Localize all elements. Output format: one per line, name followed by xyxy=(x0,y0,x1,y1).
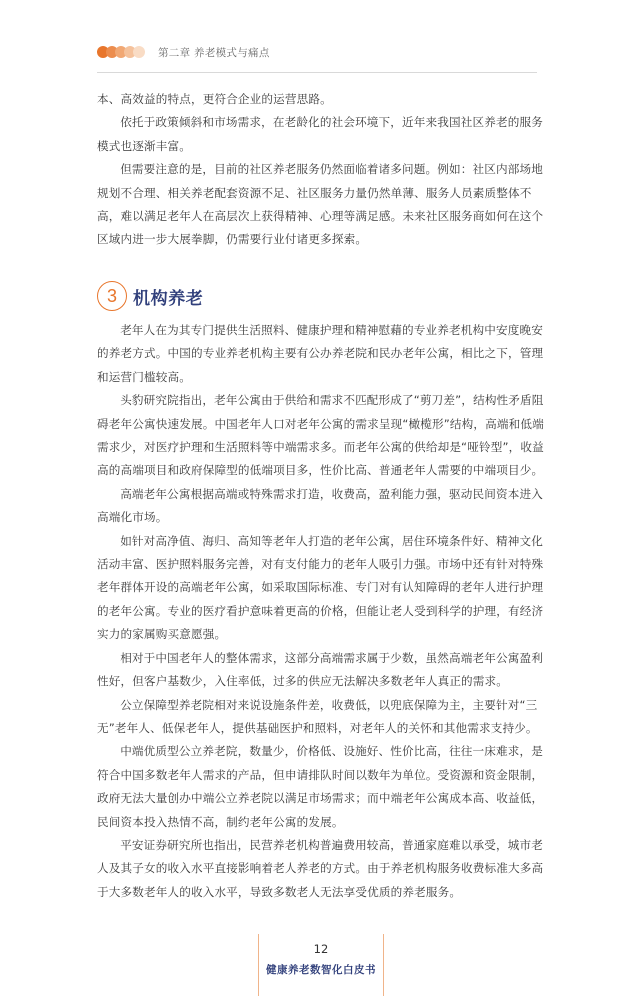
page-header xyxy=(97,44,270,60)
paragraph: 相对于中国老年人的整体需求，这部分高端需求属于少数，虽然高端老年公寓盈利性好，但客户基数少，入住率低，过多的供应无法解决多数老年人真正的需求。 xyxy=(97,650,543,689)
section-heading xyxy=(97,280,203,312)
paragraph: 中端优质型公立养老院，数量少，价格低、设施好、性价比高，往往一床难求，是符合中国多数老年人需求的产品，但申请排队时间以数年为单位。受资源和资金限制，政府无法大量创办中端公立养老院以满足市场需求；而中端老年公寓成本高、收益低，民间资本投入热情不高，制约老年公寓的发展。 xyxy=(97,744,544,829)
page-number: 12 xyxy=(313,942,329,956)
section-title: 机构养老 xyxy=(133,288,204,309)
paragraph: 老年人在为其专门提供生活照料、健康护理和精神慰藉的专业养老机构中安度晚安的养老方式。中国的专业养老机构主要有公办养老院和民办老年公寓，相比之下，管理和运营门槛较高。 xyxy=(97,323,544,384)
paragraph: 依托于政策倾斜和市场需求，在老龄化的社会环境下，近年来我国社区养老的服务模式也逐渐丰富。 xyxy=(97,115,543,153)
paragraph: 平安证券研究所也指出，民营养老机构普遍费用较高，普通家庭难以承受，城市老人及其子女的收入水平直接影响着老人养老的方式。由于养老机构服务收费标准大多高于大多数老年人的收入水平，导致多数老人无法享受优质的养老服务。 xyxy=(97,837,544,899)
page-footer xyxy=(258,934,384,996)
book-title: 健康养老数智化白皮书 xyxy=(266,964,376,976)
paragraph: 但需要注意的是，目前的社区养老服务仍然面临着诸多问题。例如：社区内部场地规划不合理、相关养老配套资源不足、社区服务力量仍然单薄、服务人员素质整体不高，难以满足老年人在高层次上获得精神、心理等满足感。未来社区服务商如何在这个区域内进一步大展拳脚，仍需要行业付诸更多探索。 xyxy=(97,162,544,247)
header-divider xyxy=(97,72,537,73)
header-dots-decoration xyxy=(97,46,142,58)
chapter-title: 第二章 养老模式与痛点 xyxy=(158,46,270,59)
intro-text-block xyxy=(97,88,547,252)
paragraph: 头豹研究院指出，老年公寓由于供给和需求不匹配形成了“剪刀差”，结构性矛盾阻碍老年公寓快速发展。中国老年人口对老年公寓的需求呈现“橄榄形”结构，高端和低端需求少，对医疗护理和生活照料等中端需求多。而老年公寓的供给却是“哑铃型”，收益高的高端项目和政府保障型的低端项目多，性价比高、普通老年人需要的中端项目少。 xyxy=(97,393,544,478)
orange-dot-icon xyxy=(133,46,145,58)
paragraph: 高端老年公寓根据高端或特殊需求打造，收费高，盈利能力强，驱动民间资本进入高端化市场。 xyxy=(97,486,543,525)
section-text-block xyxy=(97,319,547,904)
paragraph: 公立保障型养老院相对来说设施条件差，收费低，以兜底保障为主，主要针对“三无”老年人、低保老年人，提供基础医护和照料，对老年人的关怀和其他需求支持少。 xyxy=(97,697,538,735)
section-number-badge: 3 xyxy=(97,281,127,311)
paragraph: 本、高效益的特点，更符合企业的运营思路。 xyxy=(97,92,332,106)
paragraph: 如针对高净值、海归、高知等老年人打造的老年公寓，居住环境条件好、精神文化活动丰富、医护照料服务完善，对有支付能力的老年人吸引力强。市场中还有针对特殊老年群体开设的高端老年公寓，如采取国际标准、专门对有认知障碍的老年人进行护理的老年公寓。专业的医疗看护意味着更高的价格，但能让老人受到科学的护理，有经济实力的家属购买意愿强。 xyxy=(97,533,544,642)
